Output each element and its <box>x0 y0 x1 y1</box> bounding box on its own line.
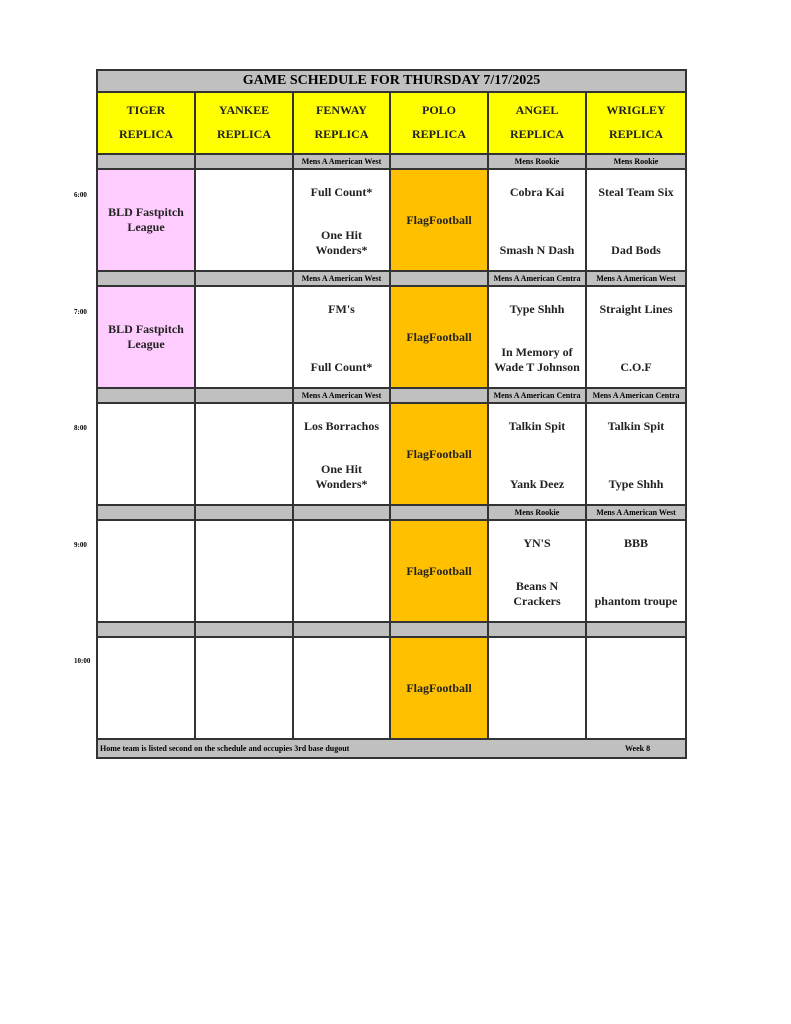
division-label: Mens Rookie <box>489 155 587 168</box>
away-team: Steal Team Six <box>598 185 674 199</box>
empty-slot <box>196 638 294 738</box>
game-row <box>98 287 685 389</box>
field-type: REPLICA <box>608 127 663 142</box>
flag-football-slot <box>391 404 489 504</box>
division-label <box>196 506 294 519</box>
field-name: YANKEE <box>218 102 270 117</box>
division-label <box>489 623 587 636</box>
week-label: Week 8 <box>625 744 651 753</box>
division-label <box>98 389 196 402</box>
division-label <box>98 623 196 636</box>
empty-slot <box>196 404 294 504</box>
flag-football-slot <box>391 638 489 738</box>
schedule-table <box>96 69 687 759</box>
matchup-cell <box>489 287 587 387</box>
home-team: Yank Deez <box>509 477 565 491</box>
field-type: REPLICA <box>411 127 466 142</box>
time-label: 7:00 <box>74 307 87 316</box>
game-row <box>98 170 685 272</box>
matchup-cell <box>489 521 587 621</box>
slot-label: FlagFootball <box>406 563 472 578</box>
time-label: 9:00 <box>74 540 87 549</box>
field-name: WRIGLEY <box>606 102 666 117</box>
division-label <box>196 623 294 636</box>
division-row <box>98 623 685 638</box>
flag-football-slot <box>391 521 489 621</box>
field-type: REPLICA <box>314 127 369 142</box>
division-label <box>196 155 294 168</box>
empty-slot <box>98 638 196 738</box>
division-row <box>98 155 685 170</box>
field-type: REPLICA <box>118 127 173 142</box>
away-team: FM's <box>328 302 355 316</box>
footer-bar <box>98 740 685 757</box>
empty-slot <box>587 638 685 738</box>
slot-label: FlagFootball <box>406 212 472 227</box>
game-row <box>98 638 685 740</box>
away-team: Full Count* <box>310 185 373 199</box>
home-team: One Hit Wonders* <box>315 228 368 257</box>
home-team-note: Home team is listed second on the schedule and occupies 3rd base dugout <box>100 744 350 753</box>
empty-slot <box>196 521 294 621</box>
division-label <box>391 506 489 519</box>
away-team: Cobra Kai <box>509 185 565 199</box>
field-type: REPLICA <box>509 127 564 142</box>
home-team: Type Shhh <box>608 477 664 491</box>
slot-label: BLD Fastpitch League <box>108 205 184 234</box>
division-label: Mens A American Centra <box>592 391 680 400</box>
slot-label: FlagFootball <box>406 329 472 344</box>
division-label: Mens Rookie <box>613 157 659 166</box>
division-label <box>196 389 294 402</box>
division-label: Mens A American West <box>294 389 391 402</box>
league-slot <box>98 287 196 387</box>
field-name: TIGER <box>126 102 166 117</box>
away-team: YN'S <box>523 536 551 550</box>
division-label: Mens A American Centra <box>489 389 587 402</box>
away-team: Talkin Spit <box>607 419 665 433</box>
division-label: Mens A American West <box>294 272 391 285</box>
empty-slot <box>196 170 294 270</box>
matchup-cell <box>294 287 391 387</box>
division-label <box>98 506 196 519</box>
league-slot <box>98 170 196 270</box>
slot-label: BLD Fastpitch League <box>108 322 184 351</box>
game-row <box>98 404 685 506</box>
empty-slot <box>98 404 196 504</box>
division-label <box>391 389 489 402</box>
field-header-row <box>98 93 685 155</box>
home-team: Beans N Crackers <box>513 579 561 608</box>
empty-slot <box>294 521 391 621</box>
division-label <box>587 623 685 636</box>
empty-slot <box>196 287 294 387</box>
home-team: In Memory of Wade T Johnson <box>494 345 580 374</box>
slot-label: FlagFootball <box>406 680 472 695</box>
division-label: Mens Rookie <box>489 506 587 519</box>
empty-slot <box>294 638 391 738</box>
matchup-cell <box>489 170 587 270</box>
division-label: Mens A American West <box>596 508 676 517</box>
field-type: REPLICA <box>216 127 271 142</box>
field-header-wrigley <box>587 93 685 153</box>
division-label: Mens A American Centra <box>489 272 587 285</box>
home-team: Full Count* <box>310 360 373 374</box>
field-header-tiger <box>98 93 196 153</box>
home-team: One Hit Wonders* <box>315 462 368 491</box>
division-label <box>98 272 196 285</box>
matchup-cell <box>587 404 685 504</box>
away-team: Los Borrachos <box>304 419 379 433</box>
field-header-fenway <box>294 93 391 153</box>
home-team: C.O.F <box>620 360 652 374</box>
division-label <box>294 506 391 519</box>
home-team: Dad Bods <box>611 243 661 257</box>
division-label <box>294 623 391 636</box>
field-header-angel <box>489 93 587 153</box>
game-row <box>98 521 685 623</box>
away-team: BBB <box>623 536 648 550</box>
field-name: POLO <box>421 102 456 117</box>
matchup-cell <box>294 170 391 270</box>
schedule-title: GAME SCHEDULE FOR THURSDAY 7/17/2025 <box>98 71 685 93</box>
matchup-cell <box>587 170 685 270</box>
division-label <box>391 272 489 285</box>
away-team: Type Shhh <box>509 302 565 316</box>
matchup-cell <box>587 287 685 387</box>
division-row <box>98 272 685 287</box>
flag-football-slot <box>391 170 489 270</box>
division-label: Mens A American West <box>294 155 391 168</box>
division-label <box>196 272 294 285</box>
time-label: 10:00 <box>74 657 91 665</box>
division-row <box>98 389 685 404</box>
time-label: 6:00 <box>74 191 87 199</box>
home-team: phantom troupe <box>594 594 678 608</box>
away-team: Talkin Spit <box>508 419 566 433</box>
matchup-cell <box>294 404 391 504</box>
division-label: Mens A American West <box>596 274 676 283</box>
field-name: FENWAY <box>316 102 367 117</box>
division-label <box>391 623 489 636</box>
empty-slot <box>98 521 196 621</box>
division-label <box>391 155 489 168</box>
flag-football-slot <box>391 287 489 387</box>
matchup-cell <box>489 404 587 504</box>
division-label <box>98 155 196 168</box>
empty-slot <box>489 638 587 738</box>
time-label: 8:00 <box>74 424 87 432</box>
field-name: ANGEL <box>515 102 559 117</box>
home-team: Smash N Dash <box>499 243 575 257</box>
field-header-yankee <box>196 93 294 153</box>
field-header-polo <box>391 93 489 153</box>
division-row <box>98 506 685 521</box>
slot-label: FlagFootball <box>406 446 472 461</box>
matchup-cell <box>587 521 685 621</box>
away-team: Straight Lines <box>599 302 673 316</box>
